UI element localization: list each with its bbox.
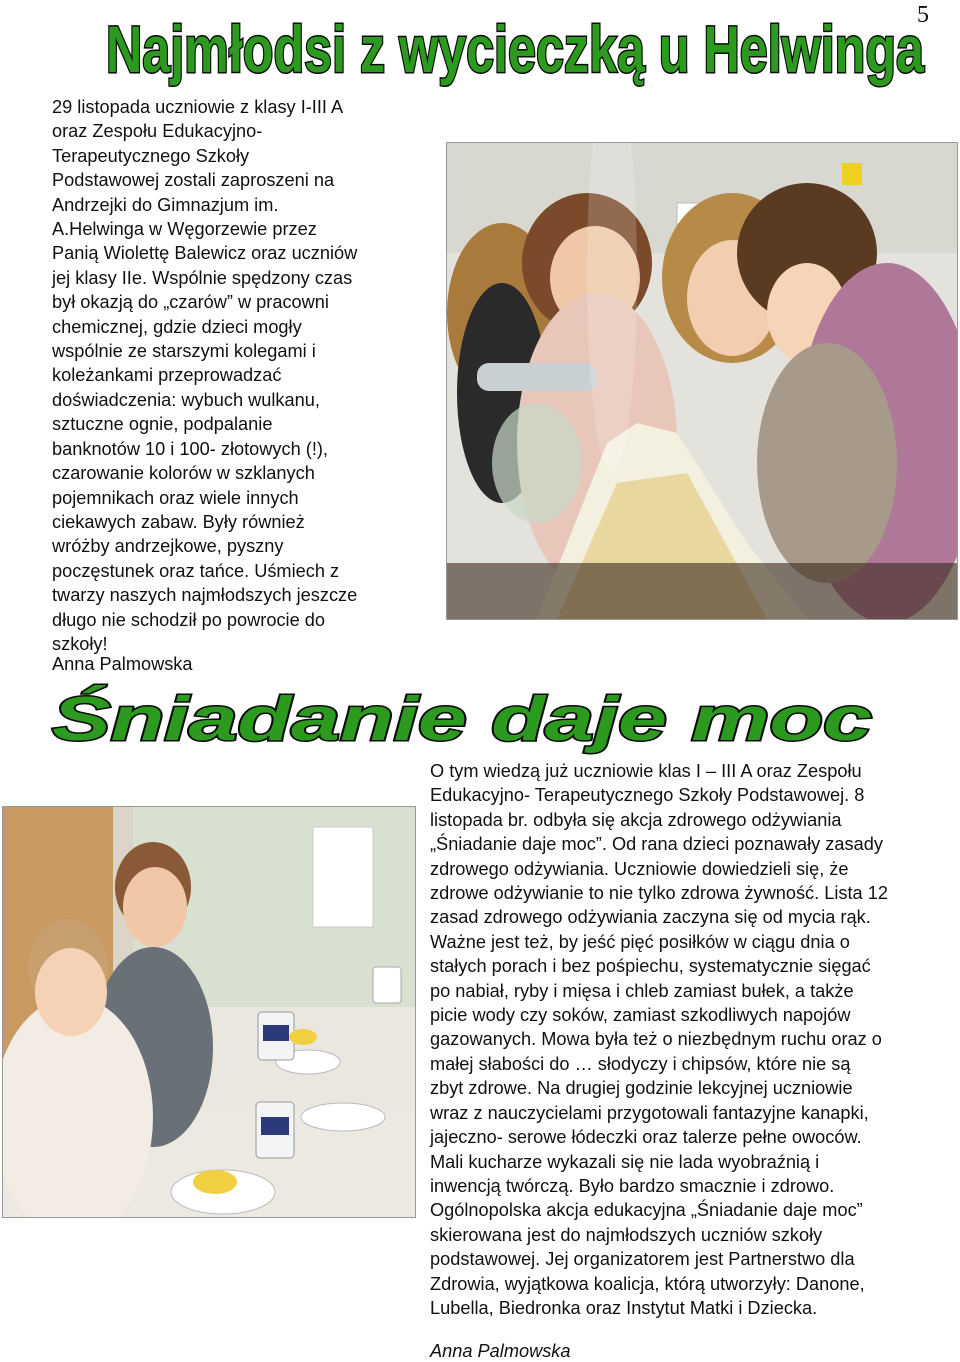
breakfast-photo	[2, 806, 416, 1218]
article1-title	[100, 14, 930, 86]
article1-title-text: Najmłodsi z wycieczką u Helwinga	[106, 12, 925, 86]
article1-body: 29 listopada uczniowie z klasy I-III A oraz Zespołu Edukacyjno- Terapeutycznego Szkoły Podstawowej zostali zaproszeni na Andrzejki do Gimnazjum im. A.Helwinga w Węgorzewie przez Panią Wiolettę Balewicz oraz uczniów jej klasy IIe. Wspólnie spędzony czas był okazją do „czarów” w pracowni chemicznej, gdzie dzieci mogły wspólnie ze starszymi kolegami i koleżankami przeprowadzać doświadczenia: wybuch wulkanu, sztuczne ognie, podpalanie banknotów 10 i 100- złotowych (!), czarowanie kolorów w szklanych pojemnikach oraz wiele innych ciekawych zabaw. Były również wróżby andrzejkowe, pyszny poczęstunek oraz tańce. Uśmiech z twarzy naszych najmłodszych jeszcze długo nie schodził po powrocie do szkoły!	[52, 97, 358, 654]
article2-body: O tym wiedzą już uczniowie klas I – III A oraz Zespołu Edukacyjno- Terapeutycznego Szkoły Podstawowej. 8 listopada br. odbyła się akcja zdrowego odżywiania „Śniadanie daje moc”. Od rana dzieci poznawały zasady zdrowego odżywiania. Uczniowie dowiedzieli się, że zdrowe odżywianie to nie tylko zdrowa żywność. Lista 12 zasad zdrowego odżywiania zaczyna się od mycia rąk. Ważne jest też, by jeść pięć posiłków w ciągu dnia o stałych porach i bez pośpiechu, systematycznie sięgać po nabiał, ryby i mięsa i chleb zamiast bułek, a także picie wody czy soków, zamiast szkodliwych napojów gazowanych. Mowa była też o niezbędnym ruchu oraz o małej słabości do … słodyczy i chipsów, które nie są zbyt zdrowe. Na drugiej godzinie lekcyjnej uczniowie wraz z nauczycielami przygotowali fantazyjne kanapki, jajeczno- serowe łódeczki oraz talerze pełne owoców. Mali kucharze wykazali się nie lada wyobraźnią i inwencją twórczą. Było bardzo smacznie i zdrowo. Ogólnopolska akcja edukacyjna „Śniadanie daje moc” skierowana jest do najmłodszych uczniów szkoły podstawowej. Jej organizatorem jest Partnerstwo dla Zdrowia, wyjątkowa koalicja, którą utworzyły: Danone, Lubella, Biedronka oraz Instytut Matki i Dziecka.	[430, 761, 888, 1318]
article2-author: Anna Palmowska	[430, 1341, 571, 1361]
article2-title-text: Śniadanie daje moc	[52, 685, 872, 754]
page-number: 5	[917, 2, 929, 28]
article2-title	[50, 684, 880, 754]
article1-author: Anna Palmowska	[52, 654, 193, 674]
volcano-experiment-photo	[446, 142, 958, 620]
